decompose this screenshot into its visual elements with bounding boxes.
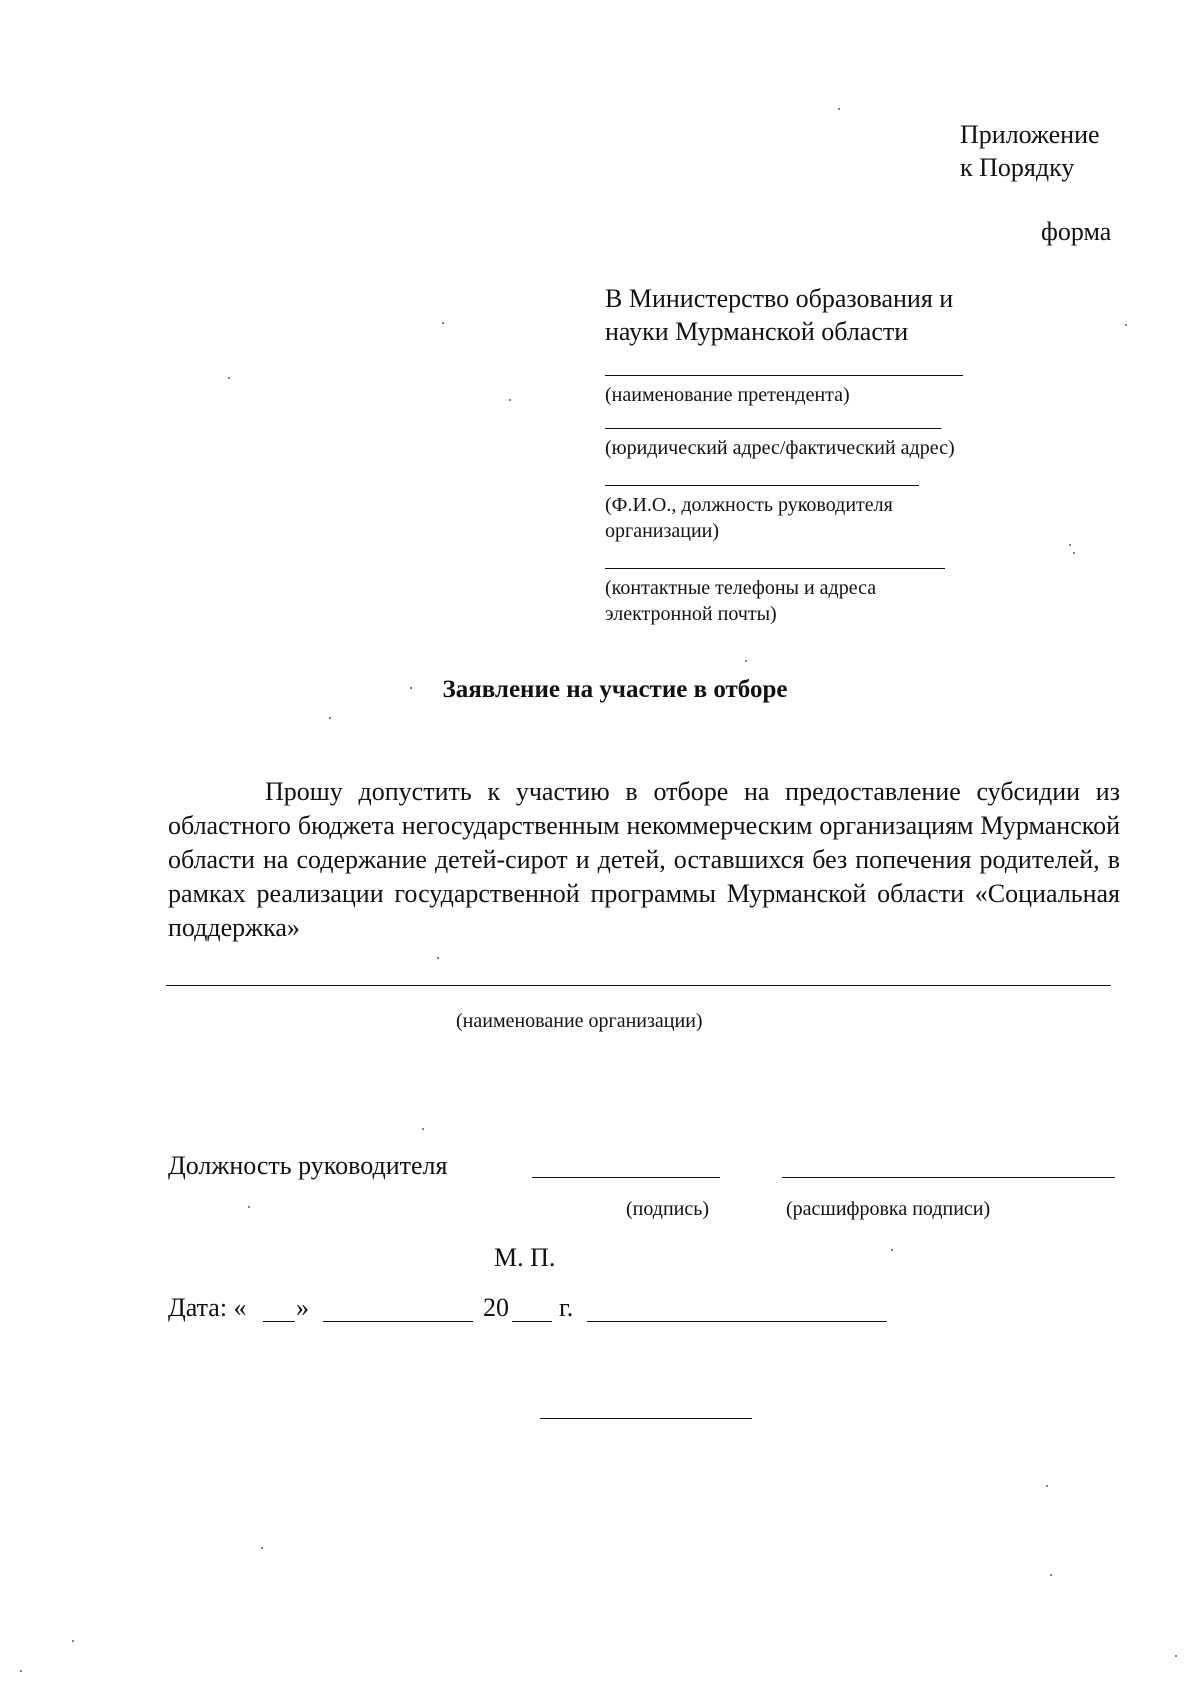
form-label: форма	[1041, 217, 1112, 246]
scan-speck	[838, 108, 840, 110]
signature-caption: (подпись)	[626, 1198, 710, 1220]
director-caption-line-1: (Ф.И.О., должность руководителя	[605, 494, 893, 516]
contacts-field	[605, 568, 945, 627]
date-extra-line	[587, 1321, 887, 1322]
scan-speck	[410, 687, 412, 689]
date-month-line	[323, 1321, 473, 1322]
director-caption-line-2: организации)	[605, 520, 720, 542]
scan-speck	[1175, 1655, 1177, 1657]
organization-name-caption: (наименование организации)	[456, 1010, 703, 1032]
scan-speck	[329, 717, 331, 719]
closing-line	[540, 1418, 752, 1419]
signature-decoding-caption: (расшифровка подписи)	[786, 1198, 991, 1220]
scan-speck	[437, 957, 439, 959]
addressee-line-2: науки Мурманской области	[605, 317, 909, 346]
addressee-block	[605, 282, 953, 348]
stamp-mark: М. П.	[494, 1243, 556, 1272]
director-field	[605, 485, 919, 544]
contacts-caption	[605, 575, 945, 627]
scan-speck	[20, 1670, 22, 1672]
contacts-caption-line-2: электронной почты)	[605, 603, 777, 625]
date-close-quote: »	[296, 1293, 309, 1322]
appendix-label	[960, 118, 1100, 184]
date-prefix: Дата: «	[168, 1293, 247, 1322]
date-year-line	[512, 1321, 552, 1322]
document-title: Заявление на участие в отборе	[442, 676, 788, 703]
organization-name-line	[166, 985, 1111, 986]
address-caption: (юридический адрес/фактический адрес)	[605, 437, 955, 459]
scan-speck	[1050, 1574, 1052, 1576]
scan-speck	[248, 1206, 250, 1208]
date-year-prefix: 20	[483, 1293, 509, 1322]
application-text: Прошу допустить к участию в отборе на предоставление субсидии из областного бюджета негосударственным некоммерческим организациям Мурманской области на содержание детей-сирот и детей, оставшихся без попечения родителей, в рамках реализации государственной программы Мурманской области «Социальная поддержка»	[168, 777, 1120, 942]
scan-speck	[1125, 324, 1127, 326]
director-caption	[605, 492, 919, 544]
scan-speck	[261, 1547, 263, 1549]
position-label: Должность руководителя	[168, 1151, 448, 1180]
contacts-caption-line-1: (контактные телефоны и адреса	[605, 577, 877, 599]
contacts-line	[605, 568, 945, 569]
applicant-name-field	[605, 375, 963, 408]
scan-speck	[1069, 544, 1071, 546]
address-field	[605, 428, 955, 461]
scan-speck	[422, 1128, 424, 1130]
appendix-line-1: Приложение	[960, 120, 1100, 149]
scan-speck	[509, 399, 511, 401]
scan-speck	[442, 322, 444, 324]
scan-speck	[228, 377, 230, 379]
director-line	[605, 485, 919, 486]
applicant-name-caption: (наименование претендента)	[605, 384, 850, 406]
scan-speck	[1073, 552, 1075, 554]
signature-line	[532, 1177, 720, 1178]
date-year-suffix: г.	[559, 1293, 574, 1322]
applicant-name-line	[605, 375, 963, 376]
scan-speck	[891, 1249, 893, 1251]
application-paragraph	[168, 775, 1120, 945]
scan-speck	[72, 1640, 74, 1642]
scan-speck	[745, 660, 747, 662]
addressee-line-1: В Министерство образования и	[605, 284, 954, 313]
address-line	[605, 428, 941, 429]
date-day-line	[263, 1321, 295, 1322]
signature-decoding-line	[782, 1177, 1115, 1178]
appendix-line-2: к Порядку	[960, 153, 1075, 182]
scan-speck	[1046, 1485, 1048, 1487]
